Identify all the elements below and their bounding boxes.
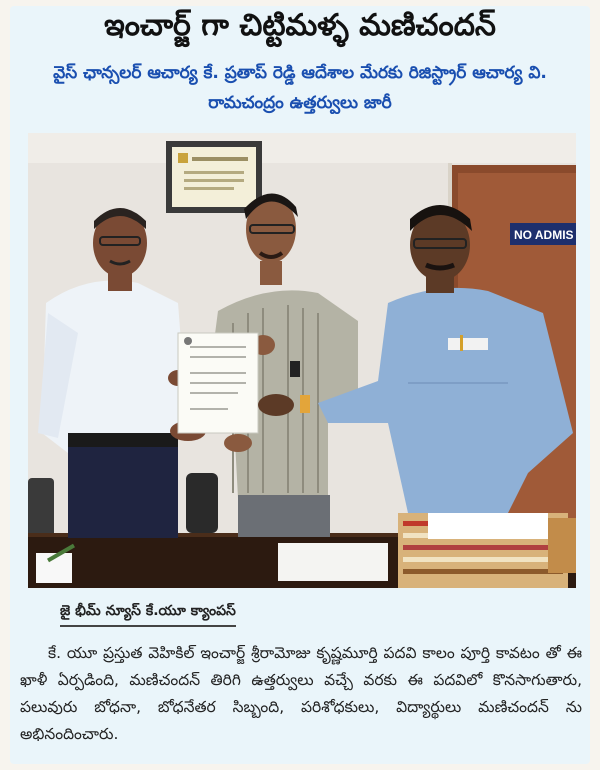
subheadline: వైస్ ఛాన్సలర్ ఆచార్య కే. ప్రతాప్ రెడ్డి ఆదేశాల మేరకు రిజిస్ట్రార్ ఆచార్య వి. రామచంద్రం ఉత్తర్వులు జారీ	[53, 63, 547, 113]
door-sign-text: NO ADMIS	[514, 228, 574, 242]
headline: ఇంచార్జ్ గా చిట్టిమళ్ళ మణిచందన్	[104, 8, 496, 43]
photo-illustration	[28, 133, 576, 588]
byline: జై భీమ్ న్యూస్ కే.యూ క్యాంపస్	[60, 603, 236, 627]
article-body: కే. యూ ప్రస్తుత వెహికిల్ ఇంచార్జ్ శ్రీరామోజు కృష్ణమూర్తి పదవి కాలం పూర్తి కావటం తో ఈ ఖాళీ ఏర్పడింది, మణిచందన్ తిరిగి ఉత్తర్వులు వచ్చే వరకు ఈ పదవిలో కొనసాగుతారు, పలువురు బోధనా, బోధనేతర సిబ్బంది, పరిశోధకులు, విద్యార్థులు మణిచందన్ ను అభినందించారు.	[20, 644, 582, 743]
news-photo	[28, 133, 576, 588]
